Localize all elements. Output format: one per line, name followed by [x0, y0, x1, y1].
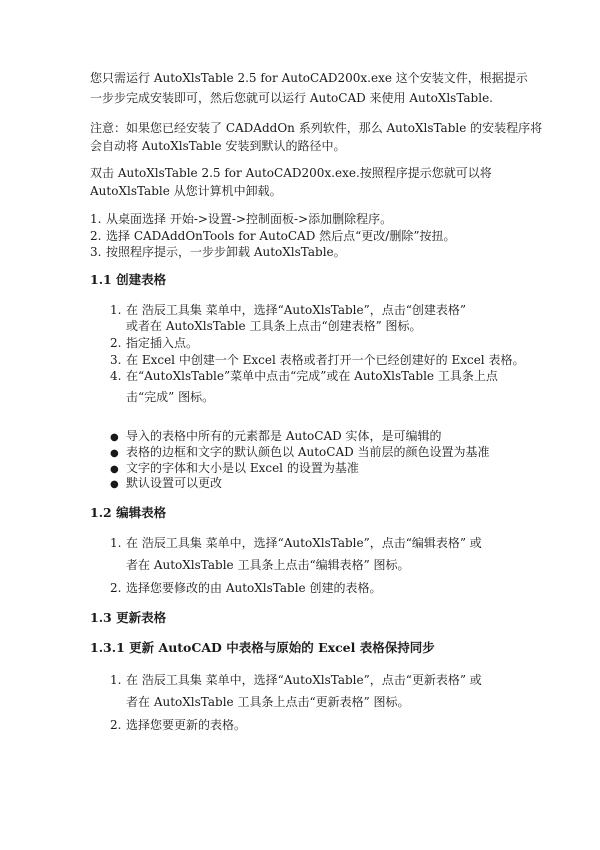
- step-text: 在 浩辰工具集 菜单中，选择“AutoXlsTable”，点击“创建表格”: [126, 303, 466, 317]
- step-number: 3.: [90, 245, 102, 259]
- step-number: 2.: [110, 336, 122, 350]
- edit-step: [110, 580, 381, 596]
- step-text: 选择您要修改的由 AutoXlsTable 创建的表格。: [126, 581, 382, 595]
- create-step: [110, 302, 466, 318]
- step-number: 2.: [90, 229, 102, 243]
- update-step: [110, 717, 246, 733]
- bullet-dot-icon: ●: [110, 432, 119, 443]
- step-text: 指定插入点。: [126, 336, 199, 350]
- intro-paragraph-2-line-1: 注意：如果您已经安装了 CADAddOn 系列软件，那么 AutoXlsTable 的安装程序将: [90, 121, 543, 135]
- step-number: 2.: [110, 718, 122, 732]
- section-heading-1-3-1: 1.3.1 更新 AutoCAD 中表格与原始的 Excel 表格保持同步: [90, 640, 435, 655]
- intro-paragraph-1-line-2: 一步步完成安装即可，然后您就可以运行 AutoCAD 来使用 AutoXlsTable.: [90, 91, 493, 105]
- intro-paragraph-1-line-1: 您只需运行 AutoXlsTable 2.5 for AutoCAD200x.exe 这个安装文件，根据提示: [90, 71, 528, 85]
- create-step: [110, 335, 198, 351]
- step-number: 4.: [110, 369, 122, 383]
- uninstall-step: [90, 228, 455, 244]
- step-text: 选择您要更新的表格。: [126, 718, 247, 732]
- bullet-dot-icon: ●: [110, 464, 119, 475]
- create-step: [110, 368, 498, 384]
- step-text: 按照程序提示，一步步卸载 AutoXlsTable。: [106, 245, 346, 259]
- edit-step-continuation: 者在 AutoXlsTable 工具条上点击“编辑表格” 图标。: [126, 558, 410, 572]
- bullet-text: 文字的字体和大小是以 Excel 的设置为基准: [126, 461, 359, 475]
- edit-step: [110, 535, 482, 551]
- create-step-continuation: 或者在 AutoXlsTable 工具条上点击“创建表格” 图标。: [126, 319, 422, 333]
- section-heading-1-1: 1.1 创建表格: [90, 272, 167, 287]
- step-number: 1.: [90, 212, 102, 226]
- section-heading-1-3: 1.3 更新表格: [90, 610, 167, 625]
- section-heading-1-2: 1.2 编辑表格: [90, 505, 167, 520]
- step-number: 1.: [110, 303, 122, 317]
- intro-paragraph-3-line-2: AutoXlsTable 从您计算机中卸载。: [90, 184, 282, 198]
- bullet-item: [110, 475, 222, 493]
- bullet-text: 默认设置可以更改: [126, 476, 223, 490]
- step-text: 从桌面选择 开始->设置->控制面板->添加删除程序。: [106, 212, 393, 226]
- intro-paragraph-2-line-2: 会自动将 AutoXlsTable 安装到默认的路径中。: [90, 139, 346, 153]
- update-step: [110, 672, 482, 688]
- step-number: 2.: [110, 581, 122, 595]
- create-step-continuation: 击“完成” 图标。: [126, 390, 215, 404]
- bullet-dot-icon: ●: [110, 448, 119, 459]
- step-text: 选择 CADAddOnTools for AutoCAD 然后点“更改/删除”按扭。: [106, 229, 456, 243]
- bullet-text: 导入的表格中所有的元素都是 AutoCAD 实体，是可编辑的: [126, 429, 442, 443]
- step-text: 在“AutoXlsTable”菜单中点击“完成”或在 AutoXlsTable 工具条上点: [126, 369, 498, 383]
- uninstall-step: [90, 211, 392, 227]
- intro-paragraph-3-line-1: 双击 AutoXlsTable 2.5 for AutoCAD200x.exe.按照程序提示您就可以将: [90, 166, 492, 180]
- step-number: 1.: [110, 536, 122, 550]
- bullet-dot-icon: ●: [110, 479, 119, 490]
- bullet-text: 表格的边框和文字的默认颜色以 AutoCAD 当前层的颜色设置为基准: [126, 445, 490, 459]
- step-text: 在 浩辰工具集 菜单中，选择“AutoXlsTable”，点击“编辑表格” 或: [126, 536, 482, 550]
- step-text: 在 浩辰工具集 菜单中，选择“AutoXlsTable”，点击“更新表格” 或: [126, 673, 482, 687]
- update-step-continuation: 者在 AutoXlsTable 工具条上点击“更新表格” 图标。: [126, 695, 410, 709]
- create-step: [110, 352, 524, 368]
- step-number: 3.: [110, 353, 122, 367]
- step-number: 1.: [110, 673, 122, 687]
- step-text: 在 Excel 中创建一个 Excel 表格或者打开一个已经创建好的 Excel 表格。: [126, 353, 525, 367]
- uninstall-step: [90, 244, 346, 260]
